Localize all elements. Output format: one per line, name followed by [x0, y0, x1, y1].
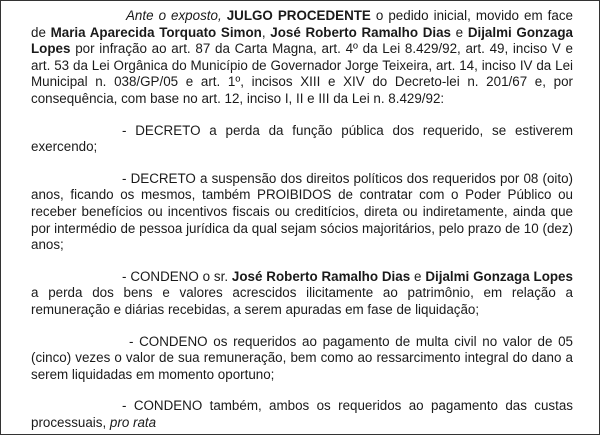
judgment-verdict: JULGO PROCEDENTE: [226, 8, 371, 23]
defendant-name: Dijalmi Gonzaga Lopes: [425, 268, 573, 284]
document-body: [31, 8, 573, 431]
paragraph-decree-political-rights: - DECRETO a suspensão dos direitos políticos dos requeridos por 08 (oito) anos, ficando os mesmos, também PROIBIDOS de contratar com o Poder Público ou receber benefícios ou incentivos fiscais ou creditícios, direta ou indiretamente, ainda que por intermédio de pessoa jurídica da qual sejam sócios majoritários, pelo prazo de 10 (dez) anos;: [31, 170, 573, 253]
paragraph-condemn-civil-fine: - CONDENO os requeridos ao pagamento de multa civil no valor de 05 (cinco) vezes o valor de sua remuneração, bem como ao ressarcimento integral do dano a serem liquidadas em momento oportuno;: [31, 333, 573, 382]
condemn-lead: - CONDENO o sr.: [122, 268, 229, 284]
pro-rata-term: pro rata: [109, 414, 157, 430]
intro-phrase: Ante o exposto,: [126, 8, 222, 23]
defendant-name: Maria Aparecida Torquato Simon: [50, 24, 262, 40]
separator-comma: ,: [261, 24, 266, 40]
defendant-name: José Roberto Ramalho Dias: [270, 24, 451, 40]
paragraph-condemn-asset-loss: [31, 269, 573, 319]
defendant-name: José Roberto Ramalho Dias: [231, 268, 411, 284]
paragraph-condemn-costs: [31, 398, 573, 431]
paragraph-judgment: [31, 8, 573, 108]
paragraph-decree-loss-of-office: - DECRETO a perda da função pública dos requerido, se estiverem exercendo;: [31, 122, 573, 155]
conjunction: e: [455, 24, 464, 40]
defendant-name: Dijalmi Gonzaga Lopes: [31, 24, 573, 57]
judgment-text: o pedido inicial, movido em face de: [31, 8, 573, 40]
legal-basis-text: por infração ao art. 87 da Carta Magna, art. 4º da Lei 8.429/92, art. 49, inciso V e art. 53 da Lei Orgânica do Município de Governador Jorge Teixeira, art. 14, inciso IV da Lei Municipal n. 038/GP/05 e art. 1º, incisos XIII e XIV do Decreto-lei n. 201/67 e, por consequência, com base no art. 12, inciso I, II e III da Lei n. 8.429/92:: [31, 41, 573, 106]
costs-text: - CONDENO também, ambos os requeridos ao pagamento das custas processuais,: [31, 398, 573, 430]
conjunction: e: [414, 268, 422, 284]
condemn-text: a perda dos bens e valores acrescidos ilicitamente ao patrimônio, em relação a remuneração e diárias recebidas, a serem apuradas em fase de liquidação;: [31, 285, 573, 317]
